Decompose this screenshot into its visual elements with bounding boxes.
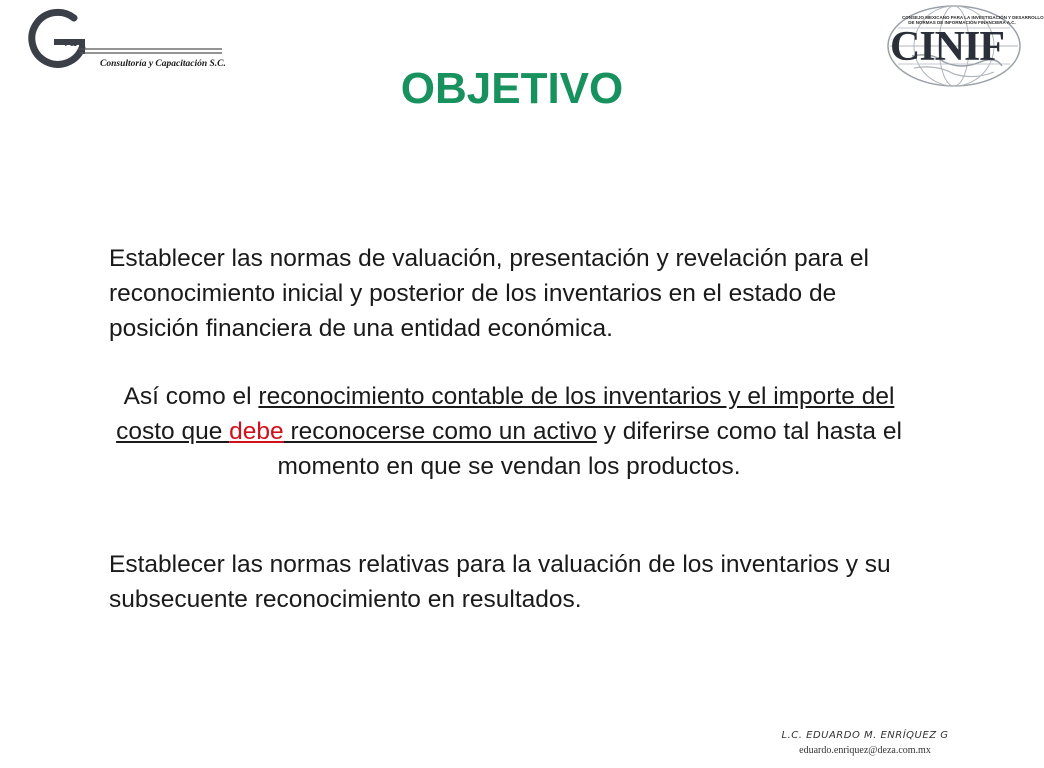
paragraph-2-prefix: Así como el bbox=[123, 383, 259, 410]
author-name: L.C. EDUARDO M. ENRÍQUEZ G bbox=[781, 730, 949, 741]
paragraph-2-highlight: debe bbox=[229, 418, 284, 445]
paragraph-2-underlined-2: reconocerse como un activo bbox=[283, 418, 597, 445]
cinif-org-line1: CONSEJO MEXICANO PARA LA INVESTIGACIÓN Y DESARROLLO bbox=[902, 15, 1044, 20]
paragraph-2-underlined-1: reconocimiento contable de los inventarios y el importe del costo que bbox=[116, 383, 895, 445]
author-email: eduardo.enriquez@deza.com.mx bbox=[799, 745, 931, 756]
cinif-brand: CINIF bbox=[890, 24, 1005, 70]
paragraph-2-suffix: y diferirse como tal hasta el momento en que se vendan los productos. bbox=[277, 418, 902, 480]
objective-paragraph-3: Establecer las normas relativas para la valuación de los inventarios y su subsecuente reconocimiento en resultados. bbox=[109, 551, 891, 613]
page-title: OBJETIVO bbox=[400, 64, 624, 113]
cinif-org-line2: DE NORMAS DE INFORMACIÓN FINANCIERA A.C. bbox=[908, 20, 1016, 25]
gva-logo bbox=[18, 8, 233, 70]
svg-text:va: va bbox=[62, 34, 77, 50]
objective-paragraph-1: Establecer las normas de valuación, presentación y revelación para el reconocimiento inicial y posterior de los inventarios en el estado de posición financiera de una entidad económica. bbox=[109, 245, 869, 342]
gva-tagline: Consultoría y Capacitación S.C. bbox=[100, 59, 226, 69]
objective-paragraph-2 bbox=[109, 379, 909, 484]
